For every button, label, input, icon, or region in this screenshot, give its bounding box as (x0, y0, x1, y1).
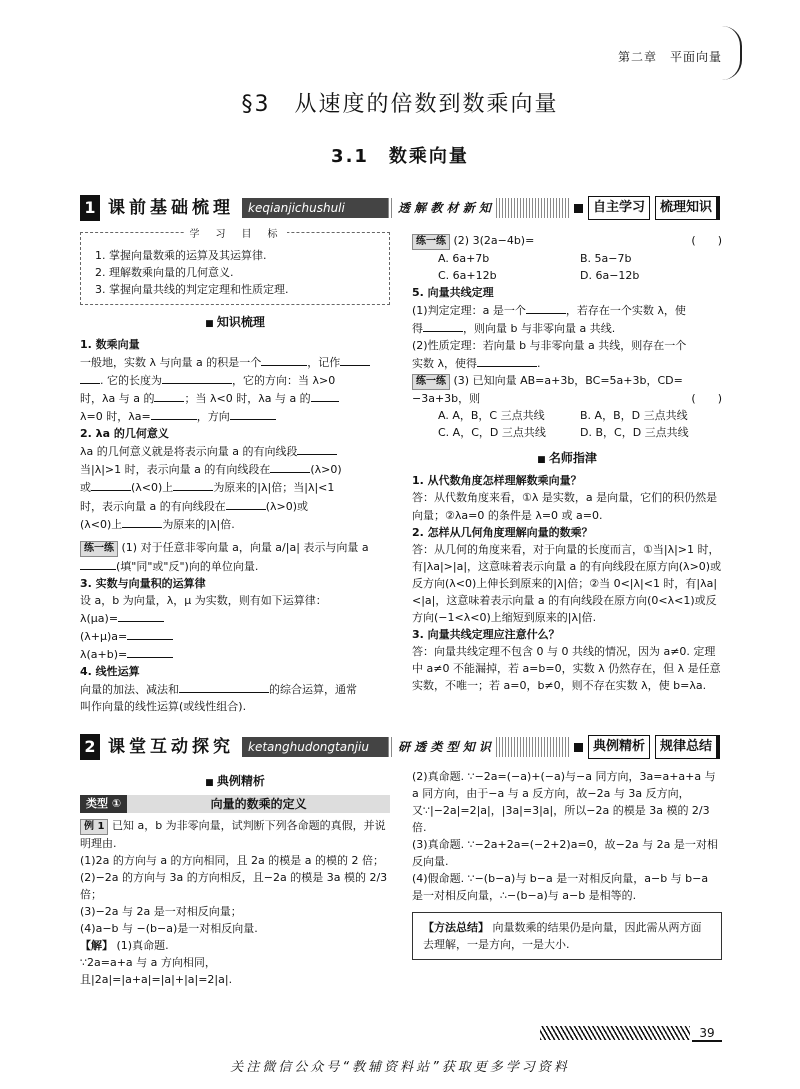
solution-line: (2)真命题. ∵−2a=(−a)+(−a)与−a 同方向，3a=a+a+a 与 a 同方向，由于−a 与 a 反方向，故−2a 与 3a 反方向， (412, 770, 716, 801)
square-icon (574, 204, 583, 213)
blank (526, 301, 566, 314)
goal-item: 2. 理解数乘向量的几何意义. (95, 266, 234, 280)
rule: λ(a+b)= (80, 647, 128, 661)
blank (154, 389, 184, 402)
section-bar-1 (80, 195, 720, 221)
exercise-text: (2) 3(2a−4b)= (453, 234, 535, 247)
blank (162, 371, 232, 384)
section-slogan: 透 解 教 材 新 知 (394, 198, 495, 218)
text: 向量的加法、减法和 (80, 682, 179, 696)
goals-title: 学 习 目 标 (184, 229, 287, 240)
option: A. 6a+7b (438, 252, 490, 265)
question: 2. 怎样从几何角度理解向量的数乘？ (412, 525, 593, 539)
text: (λ<0)上 (80, 517, 123, 531)
section-pinyin: ketanghudongtanjiu (242, 737, 388, 757)
blank (261, 353, 307, 366)
knowledge-header: ■ 知识梳理 (80, 313, 390, 332)
footer-hatch-decoration (540, 1026, 690, 1040)
text: 时，λa 与 a 的 (80, 392, 155, 406)
option: A. A，B，C 三点共线 (438, 409, 545, 423)
type-label: 类型 ① (80, 795, 127, 813)
text: ，记作 (307, 356, 341, 370)
section-bar-2 (80, 734, 720, 760)
chapter-arc-decoration (722, 26, 742, 80)
example-item: (1)2a 的方向与 a 的方向相同，且 2a 的模是 a 的模的 2 倍； (80, 853, 385, 867)
example-item: (2)−2a 的方向与 3a 的方向相反，且−2a 的模是 3a 模的 2/3 倍； (80, 871, 388, 902)
text: ，若存在一个实数 λ，使 (565, 304, 686, 318)
heading: 3. 实数与向量积的运算律 (80, 576, 206, 590)
solution-tag: 【解】 (80, 939, 113, 953)
example-text: 已知 a，b 为非零向量，试判断下列各命题的真假，并说明理由. (80, 818, 386, 850)
question: 1. 从代数角度怎样理解数乘向量？ (412, 474, 582, 488)
blank (230, 407, 276, 420)
blank (91, 478, 131, 491)
text: 为原来的|λ|倍. (162, 517, 235, 531)
section-number: 1 (80, 195, 100, 221)
option: C. A，C，D 三点共线 (438, 426, 546, 440)
answer: 答：向量共线定理不包含 0 与 0 共线的情况，因为 a≠0. 定理中 a≠0 不能漏掉，若 a=b=0，实数 λ 仍然存在，但 λ 是任意实数，不唯一；若 a=0，b≠0，则不存在实数 λ，使 b=λa. (412, 644, 721, 692)
text: ，方向 (196, 410, 230, 424)
blank (179, 680, 269, 693)
section-name: 课前基础梳理 (108, 197, 234, 218)
text: (2)性质定理：若向量 b 与非零向量 a 共线，则存在一个 (412, 339, 687, 353)
solution-line: (3)真命题. ∵−2a+2a=(−2+2)a=0，故−2a 与 2a 是一对相反向量. (412, 838, 718, 869)
rule: λ(μa)= (80, 611, 119, 625)
text: (λ>0) (310, 463, 342, 477)
blank (151, 407, 197, 420)
right-column-top (412, 232, 722, 694)
answer: 答：从几何的角度来看，对于向量的长度而言，①当|λ|>1 时，有|λa|>|a|，这意味着表示向量 a 的有向线段在原方向(λ>0)或反方向(λ<0)上伸长到原来的|λ|倍；②当 0<|λ|<1 时，有|λa|<|a|，这意味着表示向量 a 的有向线段在原方向(0<λ<1)或反方向(−1<λ<0)上缩短到原来的|λ|倍. (412, 542, 722, 624)
left-column-bottom (80, 772, 390, 988)
answer-paren: ( ) (691, 234, 722, 247)
text: 当|λ|>1 时，表示向量 a 的有向线段在 (80, 463, 271, 477)
solution-line: (1)真命题. (116, 939, 169, 953)
exercise-text: (填"同"或"反")向的单位向量. (116, 559, 259, 573)
section-box-1: 自主学习 (588, 196, 650, 220)
blank (80, 371, 100, 384)
goal-item: 3. 掌握向量共线的判定定理和性质定理. (95, 283, 289, 297)
exercise-tag: 练一练 (412, 374, 450, 390)
page-number: 39 (692, 1024, 722, 1042)
text: 得 (412, 322, 423, 336)
section-number: 2 (80, 734, 100, 760)
type-header (80, 795, 390, 813)
option: C. 6a+12b (438, 269, 497, 283)
section-dots (388, 737, 570, 757)
text: 为原来的|λ|倍；当|λ|<1 (213, 481, 335, 495)
blank (311, 389, 339, 402)
summary-text: 向量数乘的结果仍是向量，因此需从两方面去理解，一是方向，一是大小. (423, 921, 702, 952)
option: B. 5a−7b (580, 252, 632, 265)
page-title: §3 从速度的倍数到数乘向量 (241, 92, 559, 117)
text: 实数 λ，使得 (412, 357, 478, 371)
blank (270, 460, 310, 473)
exercise-tag: 练一练 (412, 234, 450, 250)
blank (340, 353, 370, 366)
footer-text: 关注微信公众号“教辅资料站”获取更多学习资料 (230, 1060, 570, 1075)
type-title: 向量的数乘的定义 (210, 796, 307, 811)
example-tag: 例 1 (80, 819, 108, 835)
text: (λ<0)上 (131, 481, 174, 495)
left-column-top (80, 229, 390, 715)
right-column-bottom (412, 768, 722, 960)
rule: (λ+μ)a= (80, 629, 128, 643)
section-dots (388, 198, 570, 218)
blank (122, 515, 162, 528)
example-item: (4)a−b 与 −(b−a)是一对相反向量. (80, 922, 258, 936)
goal-item: 1. 掌握向量数乘的运算及其运算律. (95, 249, 267, 262)
text: ，则向量 b 与非零向量 a 共线. (463, 322, 616, 336)
examples-header: ■ 典例精析 (80, 772, 390, 791)
example-item: (3)−2a 与 2a 是一对相反向量； (80, 905, 242, 919)
solution-line: (4)假命题. ∵−(b−a)与 b−a 是一对相反向量，a−b 与 b−a 是一对相反向量，∴−(b−a)与 a−b 是相等的. (412, 872, 709, 903)
exercise-tag: 练一练 (80, 541, 118, 557)
text: (λ>0)或 (265, 499, 309, 513)
solution-line: 且|2a|=|a+a|=|a|+|a|=2|a|. (80, 973, 233, 987)
page-subtitle: 3.1 数乘向量 (331, 146, 469, 167)
text: 时，表示向量 a 的有向线段在 (80, 499, 226, 513)
blank (226, 497, 266, 510)
heading: 1. 数乘向量 (80, 338, 140, 352)
learning-goals (80, 229, 390, 305)
blank (80, 557, 116, 570)
heading: 5. 向量共线定理 (412, 286, 494, 300)
blank (127, 645, 173, 658)
text: ，它的方向：当 λ>0 (232, 374, 336, 388)
text: 或 (80, 481, 91, 495)
text: 设 a，b 为向量，λ，μ 为实数，则有如下运算律： (80, 593, 327, 607)
blank (297, 442, 337, 455)
section-box-2: 梳理知识 (655, 196, 720, 220)
section-pinyin: keqianjichushuli (242, 198, 388, 218)
solution-line: ∵2a=a+a 与 a 方向相同， (80, 956, 216, 970)
chapter-header: 第二章 平面向量 (617, 50, 722, 64)
exercise-text: −3a+3b，则 (412, 392, 481, 406)
text: 叫作向量的线性运算(或线性组合). (80, 699, 247, 713)
answer: 答：从代数角度来看，①λ 是实数，a 是向量，它们的积仍然是向量；②λa=0 的条件是 λ=0 或 a=0. (412, 491, 718, 522)
method-summary (412, 912, 722, 960)
summary-tag: 【方法总结】 (423, 921, 489, 935)
option: D. B，C，D 三点共线 (580, 426, 689, 440)
heading: 4. 线性运算 (80, 664, 140, 678)
blank (173, 478, 213, 491)
heading: 2. λa 的几何意义 (80, 427, 169, 441)
blank (423, 319, 463, 332)
text: . (537, 357, 541, 371)
text: (1)判定定理：a 是一个 (412, 304, 526, 318)
section-slogan: 研 透 类 型 知 识 (394, 737, 495, 757)
exercise-text: (3) 已知向量 AB=a+3b，BC=5a+3b，CD= (453, 374, 683, 388)
answer-paren: ( ) (691, 392, 722, 406)
section-box-1: 典例精析 (588, 735, 650, 759)
square-icon (574, 743, 583, 752)
question: 3. 向量共线定理应注意什么？ (412, 627, 560, 641)
text: . 它的长度为 (100, 374, 162, 388)
section-box-2: 规律总结 (655, 735, 720, 759)
option: D. 6a−12b (580, 269, 640, 283)
text: λa 的几何意义就是将表示向量 a 的有向线段 (80, 445, 298, 459)
text: λ=0 时，λa= (80, 410, 151, 424)
text: ；当 λ<0 时，λa 与 a 的 (184, 392, 311, 406)
solution-line: 又∵|−2a|=2|a|，|3a|=3|a|，所以−2a 的模是 3a 模的 2/3 倍. (412, 804, 710, 835)
text: 一般地，实数 λ 与向量 a 的积是一个 (80, 356, 262, 370)
blank (477, 354, 537, 367)
text: 的综合运算，通常 (269, 682, 357, 696)
blank (127, 627, 173, 640)
exercise-text: (1) 对于任意非零向量 a，向量 a/|a| 表示与向量 a (121, 540, 369, 554)
blank (118, 609, 164, 622)
tips-header: ■ 名师指津 (412, 449, 722, 468)
option: B. A，B，D 三点共线 (580, 409, 688, 423)
section-name: 课堂互动探究 (108, 736, 234, 757)
